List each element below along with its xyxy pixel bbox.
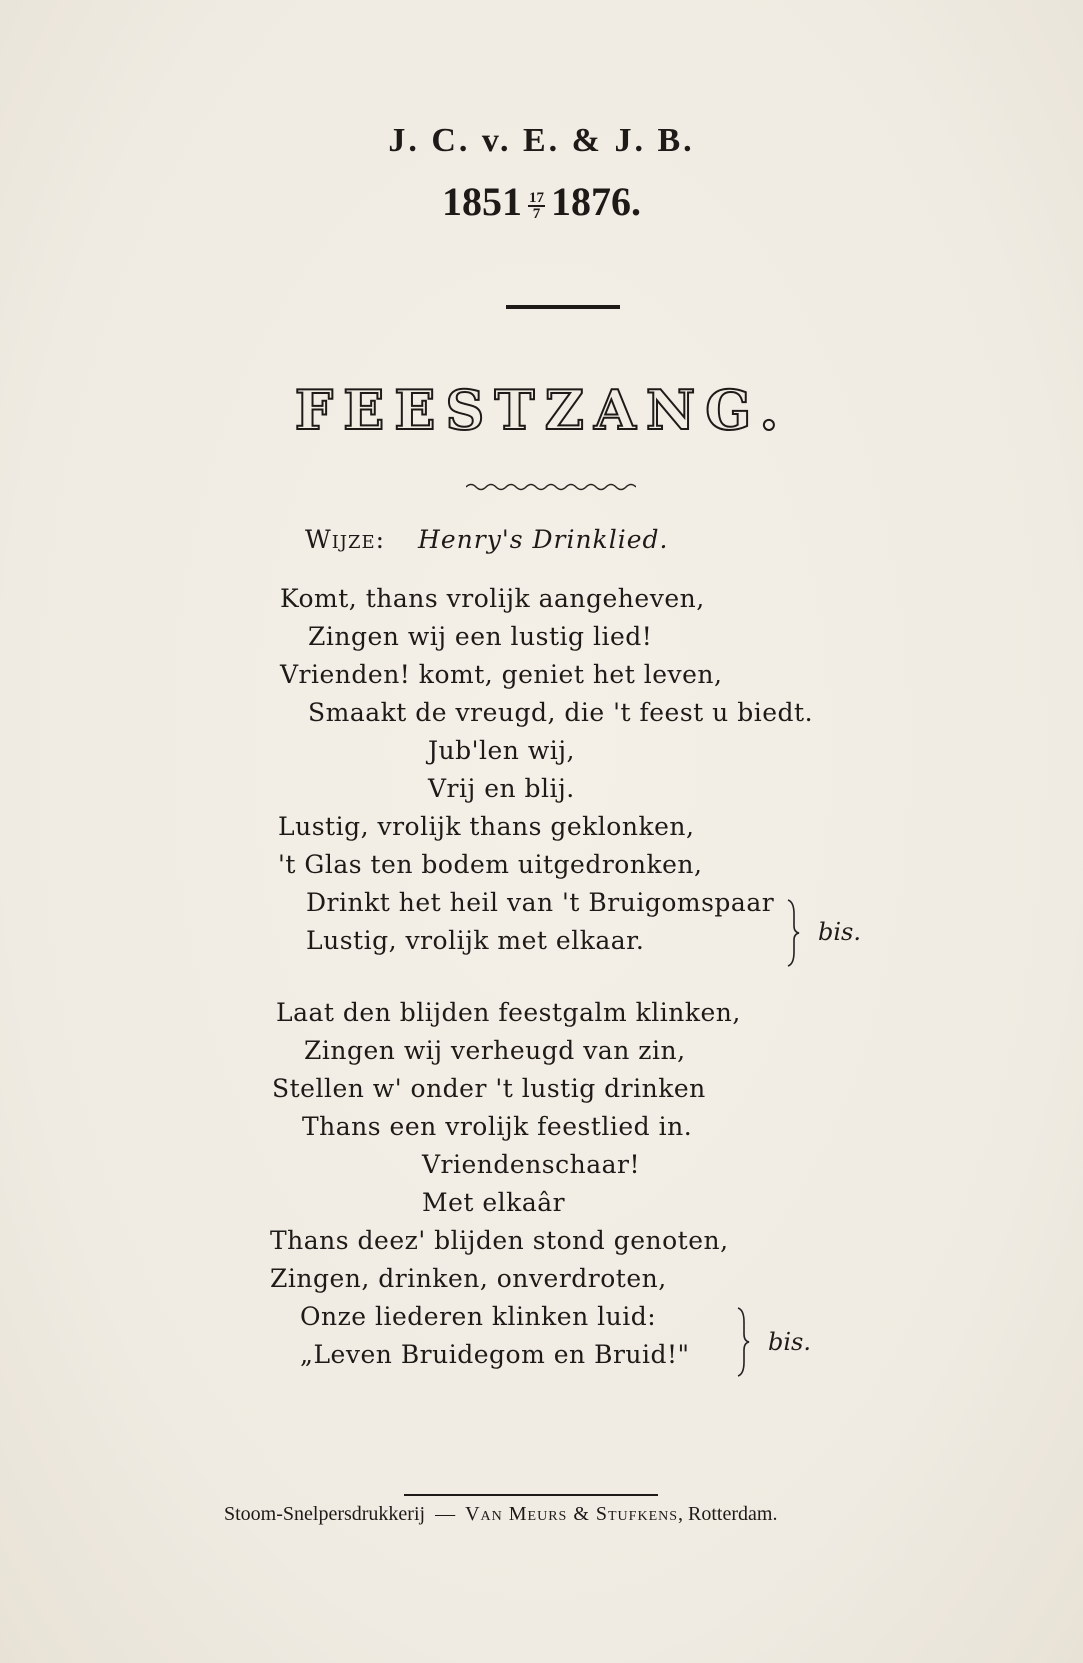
verse-line: Zingen wij een lustig lied!	[308, 622, 653, 651]
verse-line: Vrij en blij.	[428, 774, 575, 803]
header-dateline	[0, 178, 1083, 225]
verse-line: Lustig, vrolijk thans geklonken,	[278, 812, 695, 841]
imprint-dash: —	[435, 1503, 456, 1525]
verse-line: „Leven Bruidegom en Bruid!"	[300, 1340, 690, 1369]
tune-name: Henry's Drinklied.	[418, 525, 669, 554]
verse-line: Met elkaâr	[422, 1188, 566, 1217]
ornament-squiggle	[466, 480, 636, 494]
repeat-brace	[784, 898, 800, 968]
verse-line: Stellen w' onder 't lustig drinken	[272, 1074, 706, 1103]
date-fraction	[528, 191, 545, 221]
verse-line: Smaakt de vreugd, die 't feest u biedt.	[308, 698, 814, 727]
title-rule	[506, 305, 620, 309]
verse-line: Vrienden! komt, geniet het leven,	[280, 660, 723, 689]
footer-rule	[404, 1494, 658, 1496]
verse-line: Zingen wij verheugd van zin,	[304, 1036, 686, 1065]
printer-city: , Rotterdam.	[678, 1503, 778, 1525]
verse-line: Drinkt het heil van 't Bruigomspaar	[306, 888, 775, 917]
tune-label: Wijze:	[305, 525, 386, 554]
printer-name: Van Meurs & Stufkens	[465, 1503, 679, 1525]
verse-line: Vriendenschaar!	[422, 1150, 641, 1179]
verse-line: Thans een vrolijk feestlied in.	[302, 1112, 693, 1141]
page-title: FEESTZANG.	[294, 378, 789, 442]
date-denominator: 7	[532, 205, 541, 222]
tune-line	[305, 525, 668, 554]
date-numerator: 17	[529, 189, 544, 206]
verse-line: 't Glas ten bodem uitgedronken,	[278, 850, 703, 879]
year-end: 1876.	[551, 179, 641, 224]
verse-line: Laat den blijden feestgalm klinken,	[276, 998, 741, 1027]
printer-imprint	[224, 1503, 777, 1526]
repeat-brace	[734, 1306, 750, 1378]
repeat-marker: bis.	[768, 1328, 811, 1356]
verse-line: Zingen, drinken, onverdroten,	[270, 1264, 667, 1293]
verse-line: Onze liederen klinken luid:	[300, 1302, 657, 1331]
repeat-marker: bis.	[818, 918, 861, 946]
year-start: 1851	[442, 179, 522, 224]
verse-line: Lustig, vrolijk met elkaar.	[306, 926, 645, 955]
printer-prefix: Stoom-Snelpersdrukkerij	[224, 1503, 426, 1525]
verse-line: Thans deez' blijden stond genoten,	[270, 1226, 729, 1255]
verse-line: Jub'len wij,	[428, 736, 575, 765]
verse-line: Komt, thans vrolijk aangeheven,	[280, 584, 705, 613]
header-initials: J. C. v. E. & J. B.	[388, 122, 695, 159]
